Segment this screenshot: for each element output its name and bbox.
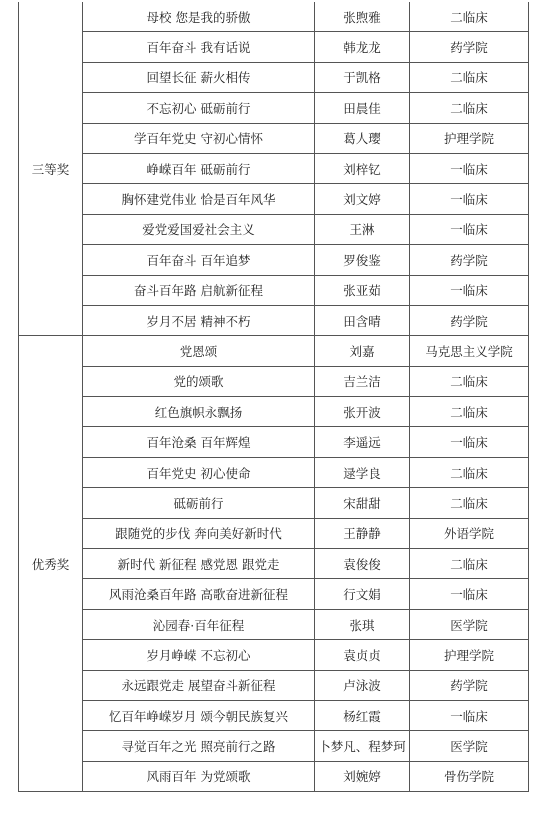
author-name-cell: 王静静 [315,518,410,548]
author-name-cell: 吉兰洁 [315,366,410,396]
table-row [19,731,529,761]
work-title-cell: 母校 您是我的骄傲 [83,2,315,32]
work-title-cell: 峥嵘百年 砥砺前行 [83,153,315,183]
unit-cell: 一临床 [410,214,529,244]
table-row [19,488,529,518]
work-title-cell: 岁月峥嵘 不忘初心 [83,640,315,670]
table-row [19,397,529,427]
table-row [19,2,529,32]
unit-cell: 药学院 [410,670,529,700]
author-name-cell: 田晨佳 [315,93,410,123]
table-row [19,214,529,244]
table-row [19,700,529,730]
table-row [19,427,529,457]
table-row [19,549,529,579]
author-name-cell: 袁贞贞 [315,640,410,670]
unit-cell: 一临床 [410,579,529,609]
author-name-cell: 逯学良 [315,457,410,487]
author-name-cell: 杨红霞 [315,700,410,730]
author-name-cell: 卜梦凡、程梦珂 [315,731,410,761]
author-name-cell: 刘婉婷 [315,761,410,791]
work-title-cell: 胸怀建党伟业 恰是百年风华 [83,184,315,214]
table-row [19,93,529,123]
author-name-cell: 张开波 [315,397,410,427]
work-title-cell: 回望长征 薪火相传 [83,62,315,92]
table-row [19,518,529,548]
work-title-cell: 永远跟党走 展望奋斗新征程 [83,670,315,700]
work-title-cell: 党恩颂 [83,336,315,366]
author-name-cell: 张亚茹 [315,275,410,305]
award-level-label: 优秀奖 [31,556,70,572]
table-row [19,579,529,609]
table-row [19,305,529,335]
author-name-cell: 刘嘉 [315,336,410,366]
table-row [19,123,529,153]
table-row [19,245,529,275]
author-name-cell: 张煦雅 [315,2,410,32]
author-name-cell: 刘文婷 [315,184,410,214]
author-name-cell: 刘梓钇 [315,153,410,183]
author-name-cell: 宋甜甜 [315,488,410,518]
work-title-cell: 跟随党的步伐 奔向美好新时代 [83,518,315,548]
unit-cell: 二临床 [410,397,529,427]
author-name-cell: 罗俊鉴 [315,245,410,275]
table-row [19,184,529,214]
work-title-cell: 党的颂歌 [83,366,315,396]
unit-cell: 护理学院 [410,123,529,153]
author-name-cell: 卢泳波 [315,670,410,700]
work-title-cell: 百年奋斗 百年追梦 [83,245,315,275]
unit-cell: 一临床 [410,700,529,730]
author-name-cell: 行文娟 [315,579,410,609]
table-row [19,275,529,305]
unit-cell: 药学院 [410,245,529,275]
table-row [19,153,529,183]
unit-cell: 一临床 [410,275,529,305]
unit-cell: 药学院 [410,305,529,335]
work-title-cell: 不忘初心 砥砺前行 [83,93,315,123]
table-row [19,670,529,700]
work-title-cell: 风雨沧桑百年路 高歌奋进新征程 [83,579,315,609]
work-title-cell: 寻觉百年之光 照亮前行之路 [83,731,315,761]
award-level-cell [19,336,83,792]
work-title-cell: 奋斗百年路 启航新征程 [83,275,315,305]
author-name-cell: 于凯格 [315,62,410,92]
work-title-cell: 百年奋斗 我有话说 [83,32,315,62]
table-row [19,457,529,487]
work-title-cell: 沁园春·百年征程 [83,609,315,639]
unit-cell: 二临床 [410,93,529,123]
unit-cell: 骨伤学院 [410,761,529,791]
table-row [19,640,529,670]
unit-cell: 二临床 [410,62,529,92]
work-title-cell: 百年党史 初心使命 [83,457,315,487]
table-row [19,32,529,62]
author-name-cell: 韩龙龙 [315,32,410,62]
work-title-cell: 新时代 新征程 感党恩 跟党走 [83,549,315,579]
table-row [19,761,529,791]
work-title-cell: 红色旗帜永飘扬 [83,397,315,427]
unit-cell: 马克思主义学院 [410,336,529,366]
author-name-cell: 田含晴 [315,305,410,335]
award-level-cell [19,2,83,336]
work-title-cell: 爱党爱国爱社会主义 [83,214,315,244]
unit-cell: 医学院 [410,731,529,761]
unit-cell: 一临床 [410,427,529,457]
table-row [19,609,529,639]
table-row [19,336,529,366]
unit-cell: 二临床 [410,366,529,396]
unit-cell: 二临床 [410,488,529,518]
work-title-cell: 风雨百年 为党颂歌 [83,761,315,791]
unit-cell: 一临床 [410,184,529,214]
unit-cell: 医学院 [410,609,529,639]
table-row [19,366,529,396]
awards-table [18,2,529,792]
work-title-cell: 忆百年峥嵘岁月 颂今朝民族复兴 [83,700,315,730]
author-name-cell: 李遥远 [315,427,410,457]
unit-cell: 二临床 [410,457,529,487]
work-title-cell: 百年沧桑 百年辉煌 [83,427,315,457]
unit-cell: 护理学院 [410,640,529,670]
author-name-cell: 王淋 [315,214,410,244]
award-level-label: 三等奖 [31,161,70,177]
unit-cell: 外语学院 [410,518,529,548]
work-title-cell: 砥砺前行 [83,488,315,518]
author-name-cell: 张琪 [315,609,410,639]
work-title-cell: 学百年党史 守初心情怀 [83,123,315,153]
author-name-cell: 袁俊俊 [315,549,410,579]
author-name-cell: 葛人璎 [315,123,410,153]
unit-cell: 一临床 [410,153,529,183]
unit-cell: 二临床 [410,2,529,32]
work-title-cell: 岁月不居 精神不朽 [83,305,315,335]
awards-table-body [19,2,529,792]
unit-cell: 二临床 [410,549,529,579]
unit-cell: 药学院 [410,32,529,62]
table-row [19,62,529,92]
